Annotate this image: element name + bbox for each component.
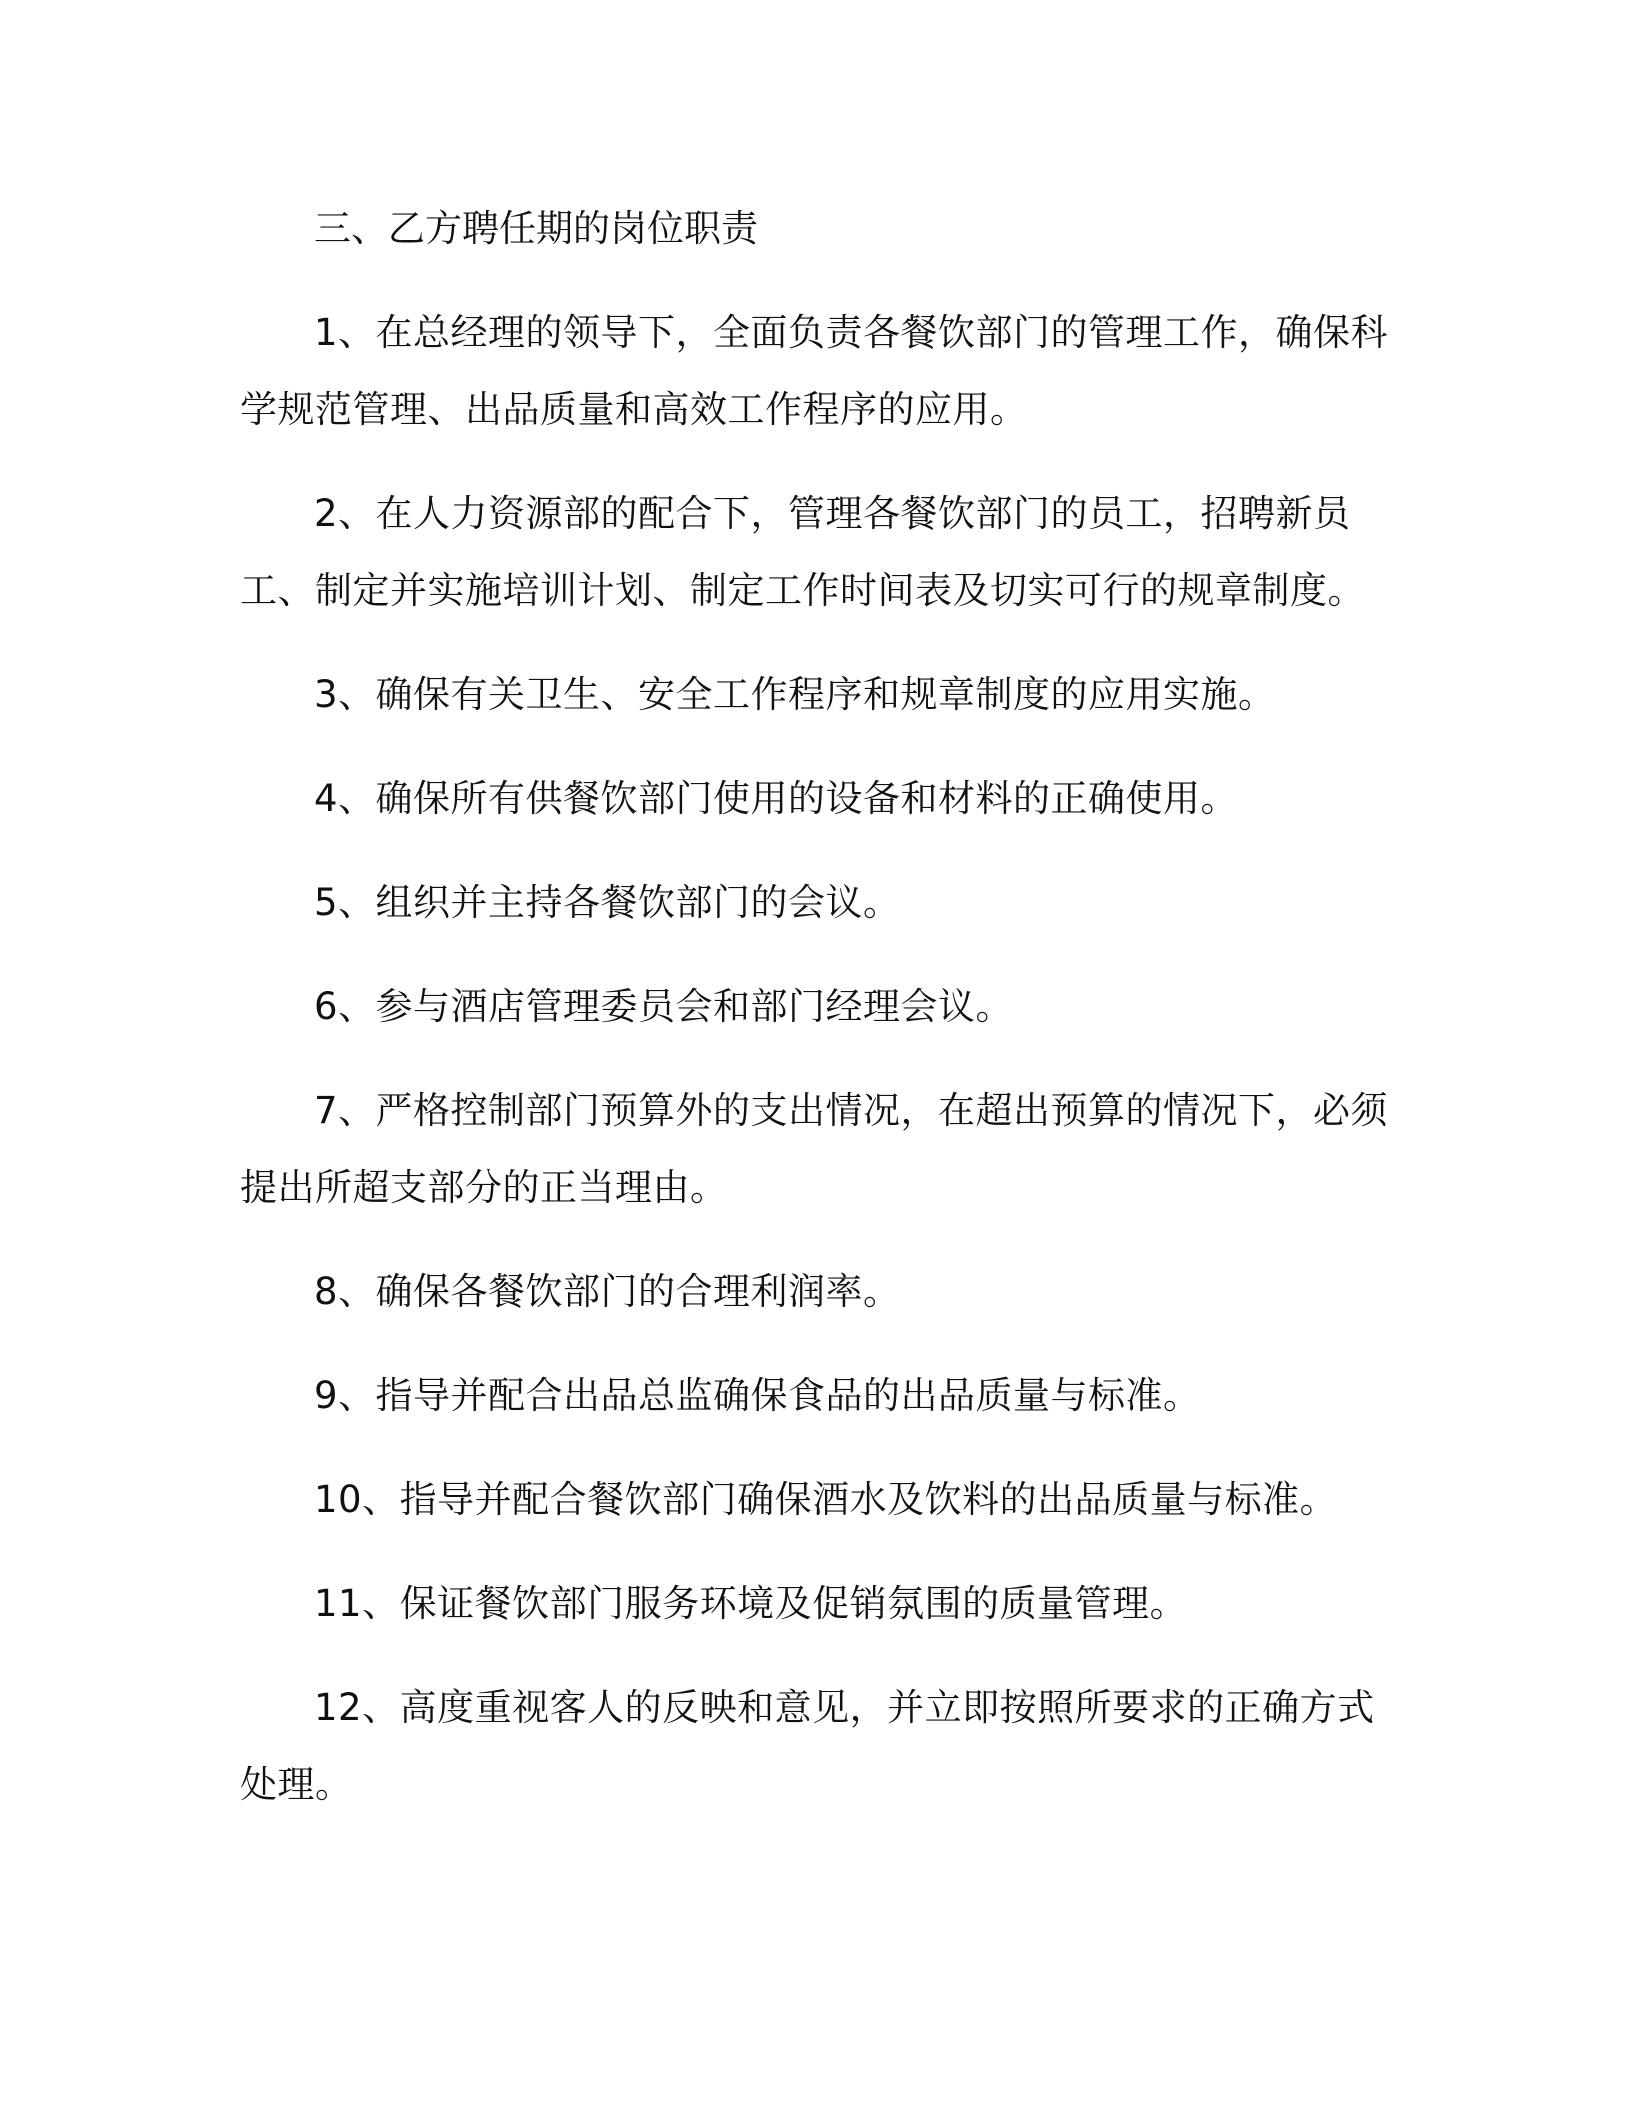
duty-item-4: 4、确保所有供餐饮部门使用的设备和材料的正确使用。 [314, 777, 1239, 820]
section-heading: 三、乙方聘任期的岗位职责 [314, 207, 758, 250]
duty-item-10: 10、指导并配合餐饮部门确保酒水及饮料的出品质量与标准。 [314, 1478, 1338, 1521]
duty-item-3: 3、确保有关卫生、安全工作程序和规章制度的应用实施。 [314, 673, 1276, 716]
duty-item-5: 5、组织并主持各餐饮部门的会议。 [314, 881, 901, 924]
duty-item-6: 6、参与酒店管理委员会和部门经理会议。 [314, 985, 1014, 1028]
document-body [240, 190, 1390, 1850]
duty-item-11: 11、保证餐饮部门服务环境及促销氛围的质量管理。 [314, 1582, 1188, 1625]
duty-item-1: 1、在总经理的领导下，全面负责各餐饮部门的管理工作，确保科学规范管理、出品质量和高效工作程序的应用。 [240, 311, 1389, 431]
duty-item-7: 7、严格控制部门预算外的支出情况，在超出预算的情况下，必须提出所超支部分的正当理由。 [240, 1089, 1389, 1209]
duty-item-12: 12、高度重视客人的反映和意见，并立即按照所要求的正确方式处理。 [240, 1686, 1375, 1806]
duty-item-2: 2、在人力资源部的配合下，管理各餐饮部门的员工，招聘新员工、制定并实施培训计划、制定工作时间表及切实可行的规章制度。 [240, 492, 1365, 612]
duty-item-9: 9、指导并配合出品总监确保食品的出品质量与标准。 [314, 1374, 1201, 1417]
duty-item-8: 8、确保各餐饮部门的合理利润率。 [314, 1270, 901, 1313]
